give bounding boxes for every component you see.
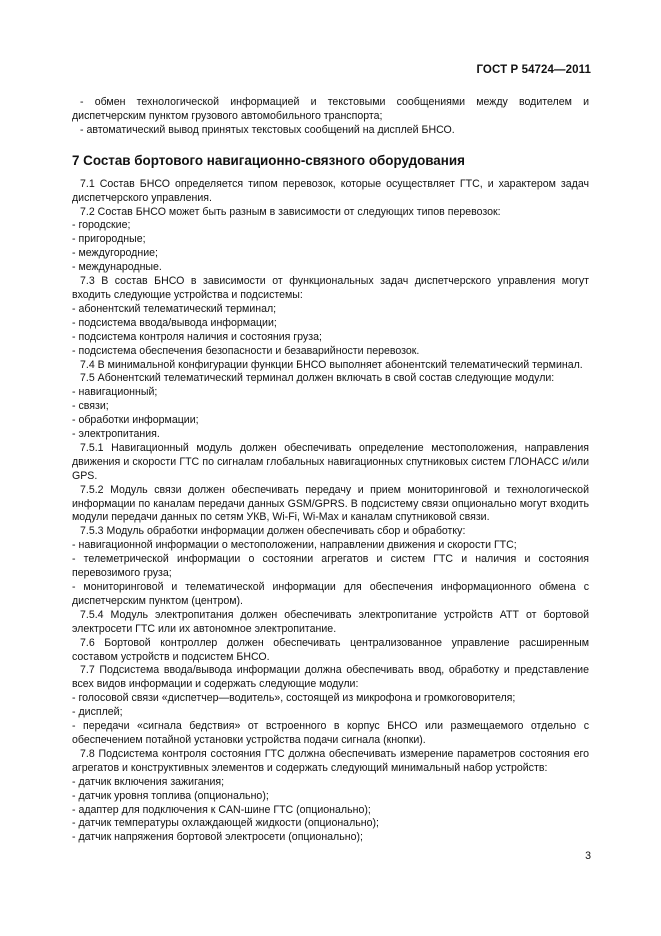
clause-paragraph: 7.1 Состав БНСО определяется типом перевозок, которые осуществляет ГТС, и характером задач диспетчерского управления.	[72, 177, 589, 204]
list-item: - связи;	[72, 400, 109, 413]
clause-paragraph: 7.7 Подсистема ввода/вывода информации должна обеспечивать ввод, обработку и представление всех видов информации и содержать следующие модули:	[72, 664, 589, 691]
page-body	[72, 96, 589, 845]
list-item: - обработки информации;	[72, 414, 199, 427]
list-item: - телеметрической информации о состоянии агрегатов и систем ГТС и наличия и состояния перевозимого груза;	[72, 553, 589, 580]
list-item: - навигационный;	[72, 386, 158, 399]
clause-paragraph: 7.5 Абонентский телематический терминал должен включать в свой состав следующие модули:	[80, 372, 555, 385]
list-item: - датчик включения зажигания;	[72, 775, 225, 788]
clause-paragraph: 7.8 Подсистема контроля состояния ГТС должна обеспечивать измерение параметров состояния его агрегатов и конструктивных элементов и содержать следующий минимальный набор устройств:	[72, 747, 589, 774]
clause-paragraph: 7.2 Состав БНСО может быть разным в зависимости от следующих типов перевозок:	[80, 205, 501, 218]
clause-paragraph: 7.5.1 Навигационный модуль должен обеспечивать определение местоположения, направления движения и скорости ГТС по сигналам глобальных навигационных спутниковых систем ГЛОНАСС и/или GPS.	[72, 441, 589, 482]
list-item: - подсистема обеспечения безопасности и безаварийности перевозок.	[72, 344, 420, 357]
section-title: 7 Состав бортового навигационно-связного оборудования	[72, 152, 465, 168]
list-item: - мониторинговой и телематической информации для обеспечения информационного обмена с диспетчерским пунктом (центром).	[72, 581, 589, 607]
list-item: - голосовой связи «диспетчер—водитель», состоящей из микрофона и громкоговорителя;	[72, 692, 516, 705]
clause-paragraph: 7.3 В состав БНСО в зависимости от функциональных задач диспетчерского управления могут входить следующие устройства и подсистемы:	[72, 275, 589, 301]
list-item: - дисплей;	[72, 706, 123, 719]
list-item: - междугородние;	[72, 247, 158, 260]
clause-paragraph: 7.6 Бортовой контроллер должен обеспечивать централизованное управление расширенным составом устройств и подсистем БНСО.	[72, 636, 589, 663]
clause-paragraph: 7.5.2 Модуль связи должен обеспечивать передачу и прием мониторинговой и технологической информации по каналам передачи данных GSM/GPRS. В подсистему связи опционально могут входить модули передачи данных по сетям УКВ, Wi-Fi, Wi-Max и каналам спутниковой связи.	[72, 483, 589, 524]
list-item: - подсистема ввода/вывода информации;	[72, 316, 277, 329]
intro-item: - автоматический вывод принятых текстовых сообщений на дисплей БНСО.	[80, 123, 455, 136]
list-item: - электропитания.	[72, 428, 160, 441]
clause-paragraph: 7.5.4 Модуль электропитания должен обеспечивать электропитание устройств АТТ от бортовой электросети ГТС или их автономное электропитание.	[72, 608, 589, 635]
list-item: - датчик температуры охлаждающей жидкости (опционально);	[72, 817, 379, 830]
document-number: ГОСТ Р 54724—2011	[476, 64, 591, 76]
list-item: - абонентский телематический терминал;	[72, 302, 277, 315]
clause-paragraph: 7.4 В минимальной конфигурации функции БНСО выполняет абонентский телематический терминал.	[80, 358, 583, 371]
list-item: - международные.	[72, 261, 162, 274]
list-item: - передачи «сигнала бедствия» от встроенного в корпус БНСО или размещаемого отдельно с обеспечением потайной установки устройства подачи сигнала (кнопки).	[72, 720, 589, 746]
list-item: - пригородные;	[72, 233, 146, 246]
list-item: - городские;	[72, 219, 131, 232]
list-item: - адаптер для подключения к CAN-шине ГТС (опционально);	[72, 803, 371, 816]
intro-item: - обмен технологической информацией и текстовыми сообщениями между водителем и диспетчерским пунктом грузового автомобильного транспорта;	[72, 96, 589, 122]
list-item: - навигационной информации о местоположении, направлении движения и скорости ГТС;	[72, 539, 517, 552]
list-item: - подсистема контроля наличия и состояния груза;	[72, 330, 322, 343]
section-paragraphs	[72, 178, 589, 846]
list-item: - датчик напряжения бортовой электросети (опционально);	[72, 831, 363, 844]
clause-paragraph: 7.5.3 Модуль обработки информации должен обеспечивать сбор и обработку:	[80, 525, 466, 538]
list-item: - датчик уровня топлива (опционально);	[72, 789, 269, 802]
page-number: 3	[585, 850, 591, 862]
